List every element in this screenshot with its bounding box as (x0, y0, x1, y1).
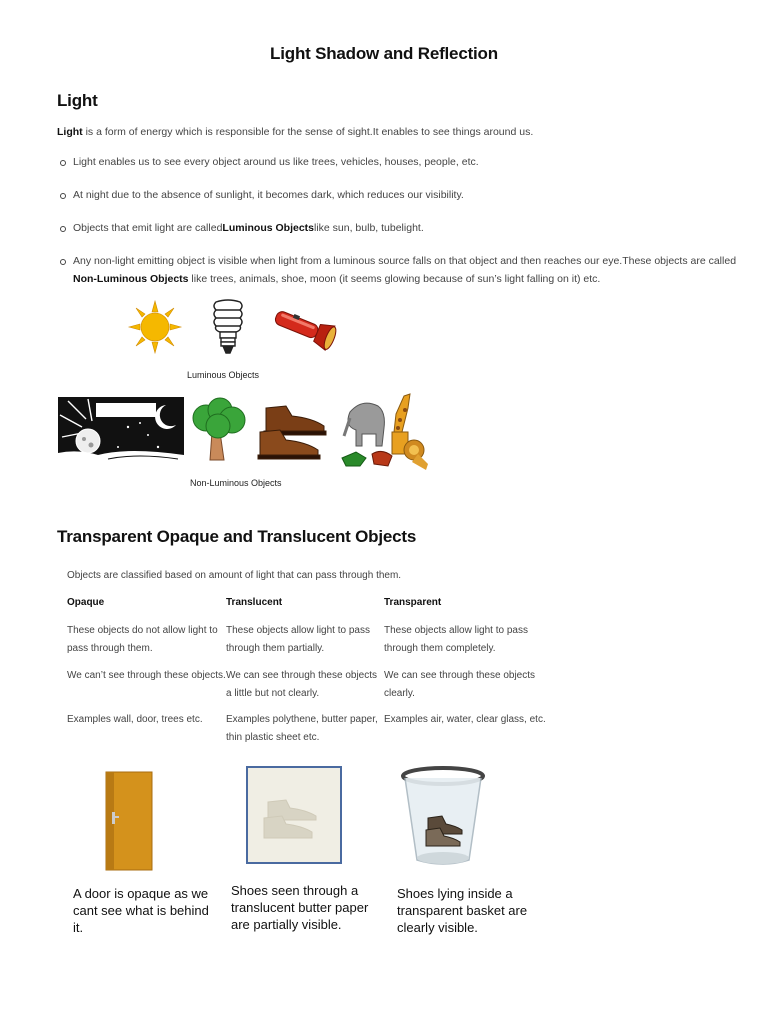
door-icon (106, 772, 154, 872)
moon-night-icon (58, 397, 184, 465)
caption-door: A door is opaque as we cant see what is behind it. (73, 886, 209, 935)
animals-icon (342, 392, 430, 472)
shoes-icon (256, 402, 330, 462)
table-cell: We can see through these objects a little but not clearly. (226, 670, 378, 699)
non-luminous-caption: Non-Luminous Objects (190, 478, 282, 488)
light-intro (57, 126, 737, 138)
table-header-transparent: Transparent (384, 597, 442, 608)
table-header-opaque: Opaque (67, 597, 105, 608)
table-cell: These objects allow light to pass through them completely. (384, 625, 528, 654)
objects-intro: Objects are classified based on amount of light that can pass through them. (67, 570, 402, 581)
table-header-translucent: Translucent (226, 597, 283, 608)
light-bullet-list (57, 153, 737, 303)
list-item (57, 252, 737, 288)
luminous-caption: Luminous Objects (187, 370, 260, 380)
table-cell: Examples air, water, clear glass, etc. (384, 714, 546, 725)
table-cell: These objects do not allow light to pass through them. (67, 625, 218, 654)
table-cell: We can’t see through these objects. (67, 670, 226, 681)
tree-icon (188, 398, 248, 462)
bullet-bold: Luminous Objects (222, 222, 314, 234)
bullet-text: Objects that emit light are called (73, 222, 223, 234)
bullet-text: Any non-light emitting object is visible when light from a luminous source falls on that object and then reaches our eye.These objects are called (73, 255, 737, 267)
bullet-text: like trees, animals, shoe, moon (it seems glowing because of sun’s light falling on it) etc. (188, 273, 601, 285)
light-bulb-icon (210, 298, 246, 358)
list-item (57, 186, 737, 204)
table-cell: We can see through these objects clearly. (384, 670, 536, 699)
sun-icon (128, 300, 182, 354)
light-intro-text: is a form of energy which is responsible for the sense of sight.It enables to see things around us. (82, 126, 534, 138)
table-cell: Examples wall, door, trees etc. (67, 714, 203, 725)
light-intro-bold: Light (57, 126, 83, 138)
caption-transparent: Shoes lying inside a transparent basket are clearly visible. (397, 886, 528, 935)
bullet-bold: Non-Luminous Objects (73, 273, 189, 285)
butter-paper-icon (246, 766, 342, 864)
bullet-text: At night due to the absence of sunlight, it becomes dark, which reduces our visibility. (73, 189, 464, 201)
torch-icon (270, 307, 340, 349)
list-item (57, 219, 737, 237)
bullet-text: Light enables us to see every object around us like trees, vehicles, houses, people, etc. (73, 156, 479, 168)
transparent-basket-icon (400, 766, 486, 868)
section-heading-light: Light (57, 91, 98, 110)
bullet-text: like sun, bulb, tubelight. (314, 222, 424, 234)
page-title: Light Shadow and Reflection (270, 44, 498, 63)
table-cell: These objects allow light to pass through them partially. (226, 625, 370, 654)
section-heading-objects: Transparent Opaque and Translucent Objects (57, 527, 417, 546)
list-item (57, 153, 737, 171)
caption-translucent: Shoes seen through a translucent butter paper are partially visible. (231, 883, 369, 932)
table-cell: Examples polythene, butter paper, thin plastic sheet etc. (226, 714, 378, 743)
